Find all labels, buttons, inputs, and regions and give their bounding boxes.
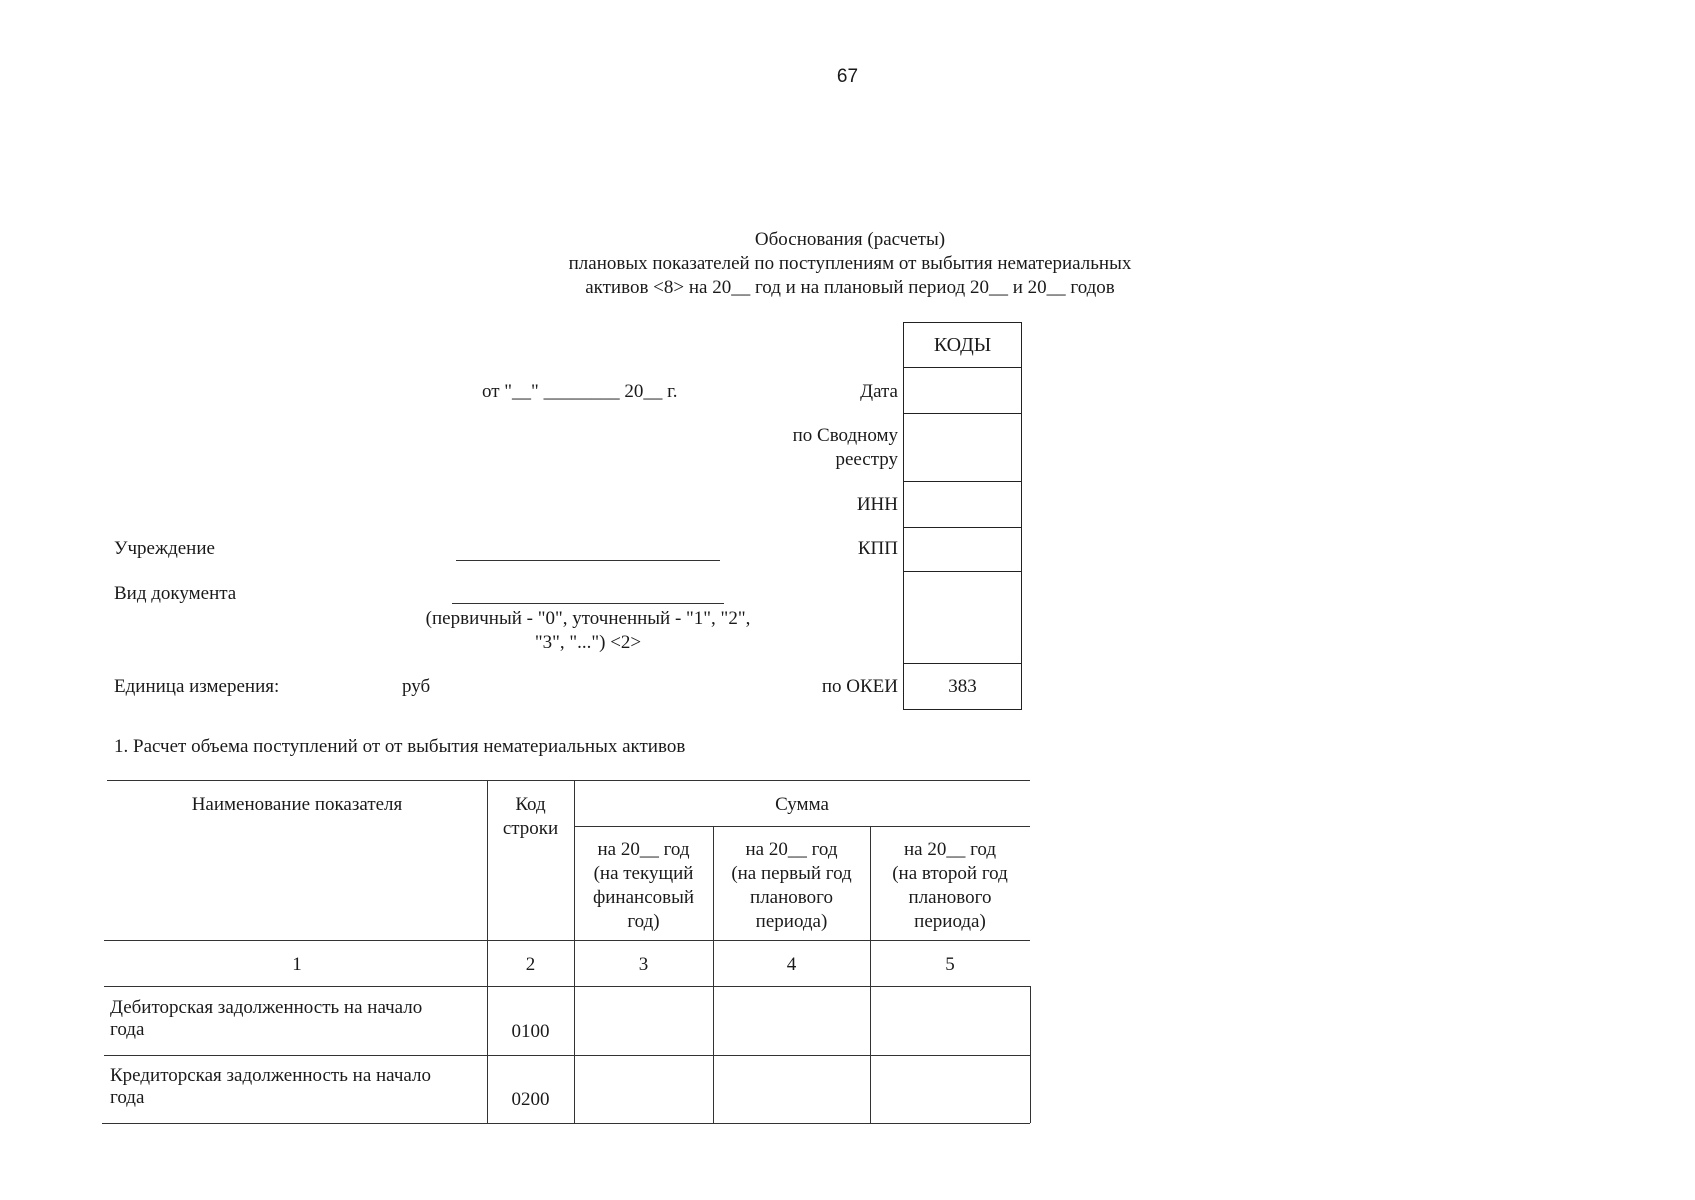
- inn-label: ИНН: [856, 494, 898, 515]
- row-code: 0100: [511, 1021, 550, 1042]
- sub-col-3-l3: планового: [908, 887, 992, 908]
- doc-type-hint-2: "3", "...") <2>: [534, 632, 642, 653]
- institution-underline[interactable]: [456, 560, 720, 561]
- registry-label-1: по Сводному: [792, 425, 898, 446]
- unit-label: Единица измерения:: [114, 676, 280, 697]
- table-bottom-border: [102, 1123, 1030, 1124]
- okei-code-cell[interactable]: 383: [903, 664, 1022, 710]
- registry-code-cell[interactable]: [903, 414, 1022, 482]
- col-number-4: 4: [786, 954, 797, 975]
- col-divider-2: [574, 780, 575, 1123]
- section-title: 1. Расчет объема поступлений от от выбытия нематериальных активов: [114, 736, 686, 757]
- sub-col-2-l2: (на первый год: [731, 863, 852, 884]
- sub-col-3-l1: на 20__ год: [903, 839, 997, 860]
- col-number-5: 5: [945, 954, 955, 975]
- sub-col-2-l3: планового: [750, 887, 833, 908]
- title-line-2: плановых показателей по поступлениям от выбытия нематериальных: [568, 253, 1132, 274]
- sub-col-3-l4: периода): [914, 911, 986, 932]
- title-line-3: активов <8> на 20__ год и на плановый период 20__ и 20__ годов: [585, 277, 1115, 298]
- row1-border: [104, 1055, 1030, 1056]
- table-top-border: [107, 780, 1030, 781]
- sub-col-1-header: [574, 838, 713, 934]
- sub-col-1-l2: (на текущий: [593, 863, 694, 884]
- row-code: 0200: [511, 1089, 550, 1110]
- sub-col-2-l1: на 20__ год: [745, 839, 838, 860]
- row-name-line-1: Кредиторская задолженность на начало: [110, 1065, 431, 1086]
- kpp-code-cell[interactable]: [903, 528, 1022, 572]
- header-bottom-border: [104, 940, 1030, 941]
- title-line-1: Обоснования (расчеты): [754, 229, 946, 250]
- sub-col-1-l1: на 20__ год: [597, 839, 690, 860]
- col-number-2: 2: [525, 954, 536, 975]
- row-name-line-2: года: [110, 1087, 145, 1108]
- sub-col-3-l2: (на второй год: [892, 863, 1008, 884]
- sum-header-divider: [574, 826, 1030, 827]
- sub-col-1-l4: год): [627, 911, 660, 932]
- doc-type-label: Вид документа: [114, 583, 237, 604]
- kpp-label: КПП: [857, 538, 898, 559]
- numbers-row-border: [104, 986, 1030, 987]
- unit-value: руб: [402, 676, 431, 697]
- inn-code-cell[interactable]: [903, 482, 1022, 528]
- okei-label: по ОКЕИ: [821, 676, 898, 697]
- sub-col-3-header: [870, 838, 1030, 934]
- codes-header: КОДЫ: [903, 322, 1022, 368]
- doc-type-code-cell[interactable]: [903, 572, 1022, 664]
- col-code-header-2: строки: [502, 818, 559, 839]
- institution-label: Учреждение: [114, 538, 215, 559]
- date-text: от "__" ________ 20__ г.: [482, 381, 678, 402]
- col-sum-header: Сумма: [775, 794, 829, 815]
- date-code-cell[interactable]: [903, 368, 1022, 414]
- doc-type-hint-1: (первичный - "0", уточненный - "1", "2",: [425, 608, 751, 629]
- col-number-3: 3: [638, 954, 649, 975]
- col-number-1: 1: [292, 954, 302, 975]
- document-title: [430, 228, 1270, 300]
- row-name-line-1: Дебиторская задолженность на начало: [110, 997, 423, 1018]
- col-divider-right: [1030, 986, 1031, 1123]
- page-number: 67: [836, 66, 859, 87]
- sub-col-1-l3: финансовый: [592, 887, 695, 908]
- registry-label-2: реестру: [835, 449, 898, 470]
- row-name-line-2: года: [110, 1019, 145, 1040]
- doc-type-underline[interactable]: [452, 603, 724, 604]
- date-label: Дата: [860, 381, 898, 402]
- sub-col-2-header: [713, 838, 870, 934]
- col-name-header: Наименование показателя: [191, 794, 403, 815]
- col-code-header-1: Код: [515, 794, 546, 815]
- sub-col-2-l4: периода): [755, 911, 828, 932]
